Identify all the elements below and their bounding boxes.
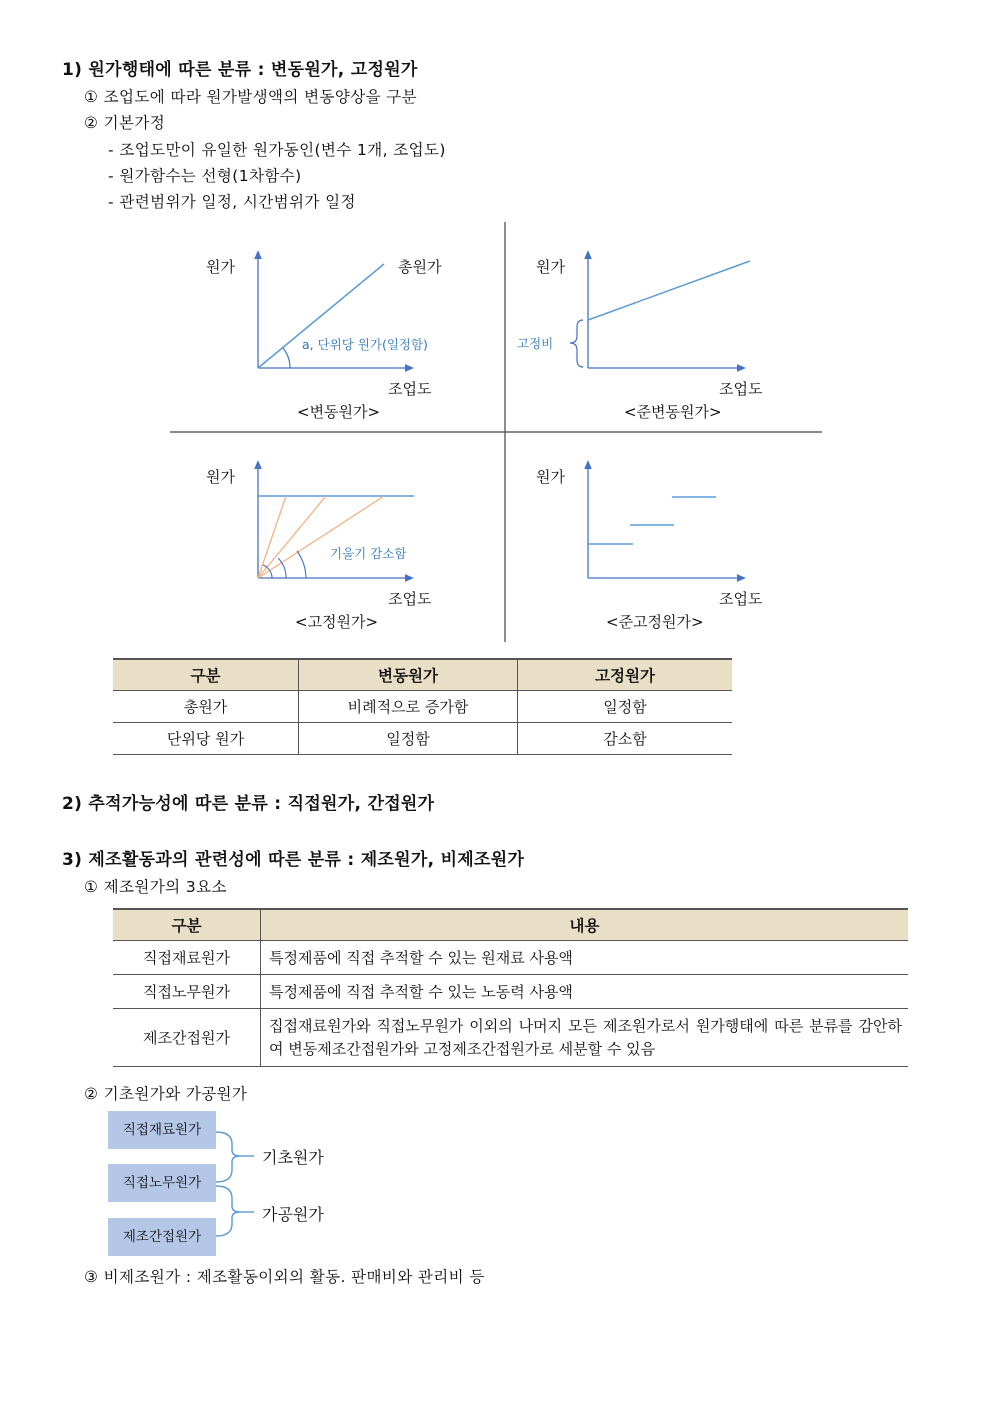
table-cell: 특정제품에 직접 추적할 수 있는 원재료 사용액 — [261, 941, 909, 975]
fixed-cost-graph — [206, 464, 432, 631]
total-cost-line — [258, 264, 384, 368]
table-header: 변동원가 — [299, 659, 518, 691]
unit-cost-line — [258, 496, 326, 578]
fixed-cost-brace — [570, 320, 583, 367]
table-cell: 총원가 — [113, 691, 299, 723]
table-cell: 비례적으로 증가함 — [299, 691, 518, 723]
table-cell: 집접재료원가와 직접노무원가 이외의 나머지 모든 제조원가로서 원가행태에 따른 분류를 감안하여 변동제조간접원가와 고정제조간접원가로 세분할 수 있음 — [261, 1009, 909, 1067]
unit-cost-line — [258, 496, 384, 578]
table-cell: 감소함 — [518, 723, 733, 755]
slope-annotation: a, 단위당 원가(일정함) — [302, 337, 428, 352]
table-row — [113, 941, 908, 975]
direct-labor-box: 직접노무원가 — [108, 1164, 216, 1202]
table-cell: 특정제품에 직접 추적할 수 있는 노동력 사용액 — [261, 975, 909, 1009]
unit-cost-line — [258, 496, 286, 578]
total-cost-line — [588, 261, 750, 320]
table-row — [113, 975, 908, 1009]
caption: <준고정원가> — [606, 613, 704, 631]
section1-item2: ② 기본가정 — [84, 114, 166, 132]
table-row — [113, 691, 732, 723]
y-label: 원가 — [536, 258, 565, 276]
section3-item3: ③ 비제조원가 : 제조활동이외의 활동. 판매비와 관리비 등 — [84, 1268, 485, 1286]
table-cell: 단위당 원가 — [113, 723, 299, 755]
line-label: 총원가 — [398, 258, 442, 276]
table-header: 구분 — [113, 909, 261, 941]
slope-annotation: 기울기 감소함 — [330, 546, 407, 561]
prime-cost-brace — [216, 1132, 240, 1182]
variable-cost-graph — [206, 254, 442, 421]
table-header: 구분 — [113, 659, 299, 691]
slope-arc — [283, 348, 290, 368]
section3-item1: ① 제조원가의 3요소 — [84, 878, 227, 896]
table-cell: 일정함 — [299, 723, 518, 755]
assumption-bullet: - 관련범위가 일정, 시간범위가 일정 — [108, 193, 356, 211]
y-label: 원가 — [206, 468, 235, 486]
table-row — [113, 723, 732, 755]
table-header: 내용 — [261, 909, 909, 941]
x-label: 조업도 — [719, 380, 763, 398]
assumption-bullet: - 조업도만이 유일한 원가동인(변수 1개, 조업도) — [108, 141, 446, 159]
semi-fixed-cost-graph — [536, 464, 763, 631]
x-label: 조업도 — [388, 380, 432, 398]
table-row — [113, 1009, 908, 1067]
caption: <변동원가> — [297, 403, 381, 421]
prime-cost-label: 기초원가 — [262, 1148, 324, 1167]
assumption-bullet: - 원가함수는 선형(1차함수) — [108, 167, 302, 185]
direct-material-box: 직접재료원가 — [108, 1111, 216, 1149]
conversion-cost-brace — [216, 1186, 240, 1236]
table-cell: 일정함 — [518, 691, 733, 723]
overhead-box: 제조간접원가 — [108, 1218, 216, 1256]
cost-behavior-graphs — [0, 0, 992, 660]
x-label: 조업도 — [719, 590, 763, 608]
y-label: 원가 — [536, 468, 565, 486]
table-cell: 직접노무원가 — [113, 975, 261, 1009]
section2-title: 2) 추적가능성에 따른 분류 : 직접원가, 간접원가 — [62, 794, 435, 814]
section1-item1: ① 조업도에 따라 원가발생액의 변동양상을 구분 — [84, 88, 418, 106]
caption: <고정원가> — [295, 613, 379, 631]
table-cell: 제조간접원가 — [113, 1009, 261, 1067]
table-header: 고정원가 — [518, 659, 733, 691]
conversion-cost-label: 가공원가 — [262, 1205, 324, 1224]
section1-title: 1) 원가행태에 따른 분류 : 변동원가, 고정원가 — [62, 60, 418, 80]
semi-variable-cost-graph — [517, 254, 763, 421]
x-label: 조업도 — [388, 590, 432, 608]
fixed-cost-annotation: 고정비 — [517, 336, 554, 351]
section3-title: 3) 제조활동과의 관련성에 따른 분류 : 제조원가, 비제조원가 — [62, 850, 525, 870]
section3-item2: ② 기초원가와 가공원가 — [84, 1085, 248, 1103]
angle-arc — [297, 551, 306, 578]
cost-behavior-table — [113, 658, 732, 755]
grouping-braces — [210, 1120, 270, 1240]
y-label: 원가 — [206, 258, 235, 276]
table-cell: 직접재료원가 — [113, 941, 261, 975]
caption: <준변동원가> — [624, 403, 722, 421]
manufacturing-cost-table — [113, 908, 908, 1067]
